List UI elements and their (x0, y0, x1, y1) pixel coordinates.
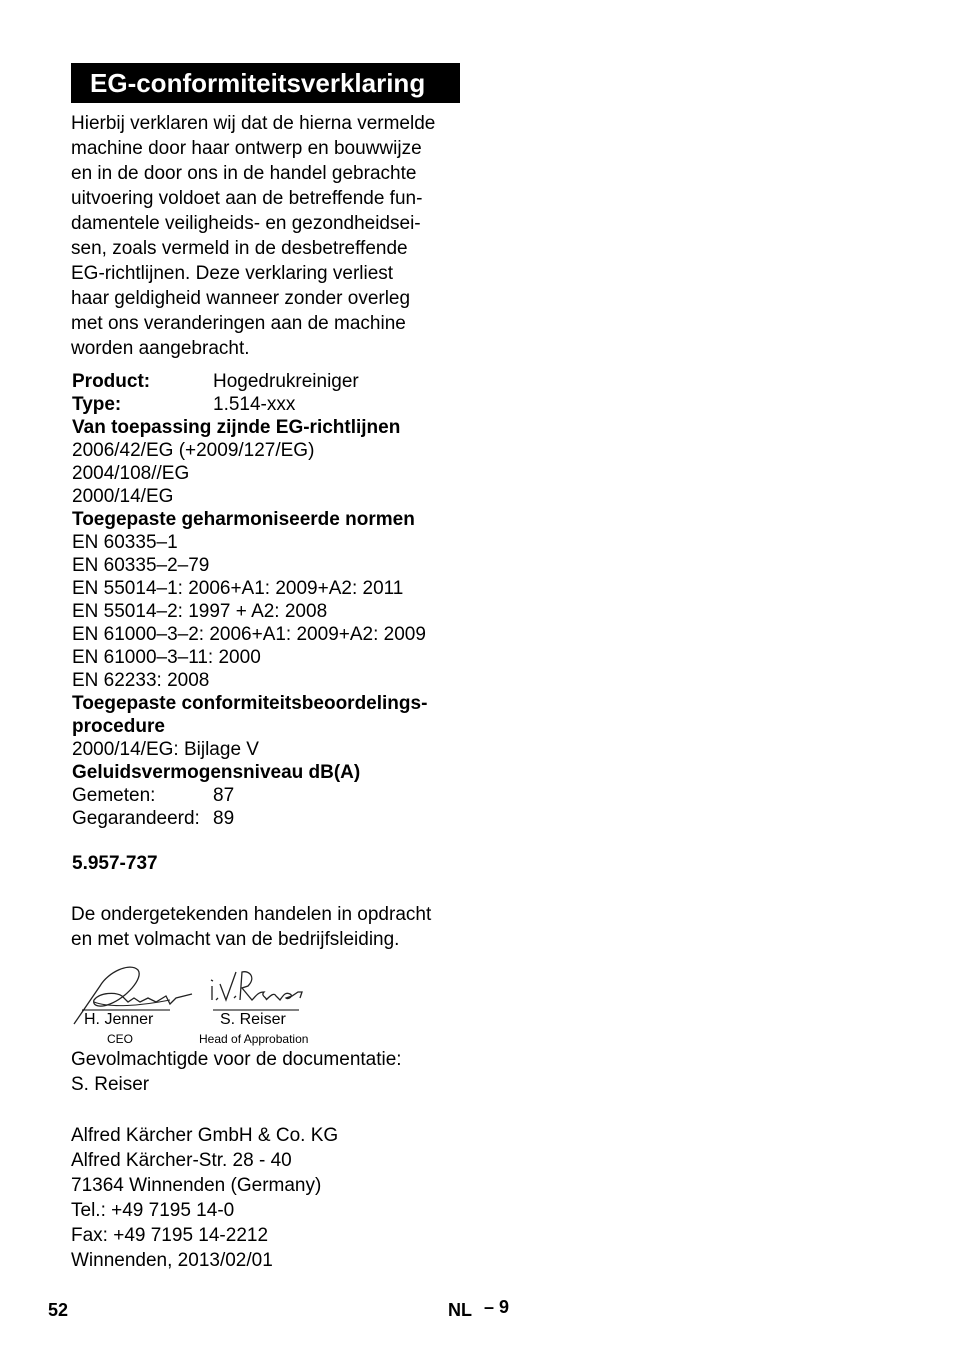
intro-line: worden aangebracht. (71, 338, 250, 359)
signatory-line: en met volmacht van de bedrijfsleiding. (71, 929, 400, 950)
guaranteed-label: Gegarandeerd: (72, 808, 200, 829)
measured-value: 87 (213, 785, 235, 806)
standard-item: EN 60335–1 (72, 532, 178, 553)
product-row (72, 370, 472, 393)
address-line: 71364 Winnenden (Germany) (71, 1175, 322, 1196)
procedure-heading-cont: procedure (72, 716, 165, 737)
intro-line: en in de door ons in de handel gebrachte (71, 163, 417, 184)
company-address (71, 1123, 338, 1273)
type-row (72, 393, 472, 416)
address-line: Tel.: +49 7195 14-0 (71, 1200, 235, 1221)
page-title: EG-conformiteitsverklaring (71, 63, 460, 103)
guaranteed-row (72, 807, 472, 830)
intro-line: damentele veiligheids- en gezondheidsei- (71, 213, 421, 234)
directive-item: 2004/108//EG (72, 463, 190, 484)
documentation-representative (71, 1047, 402, 1097)
standards-heading: Toegepaste geharmoniseerde normen (72, 509, 415, 530)
standard-item: EN 61000–3–2: 2006+A1: 2009+A2: 2009 (72, 624, 426, 645)
directives-heading: Van toepassing zijnde EG-richtlijnen (72, 417, 401, 438)
procedure-heading: Toegepaste conformiteitsbeoordelings- (72, 693, 428, 714)
procedure-value: 2000/14/EG: Bijlage V (72, 739, 259, 760)
intro-line: uitvoering voldoet aan de betreffende fun- (71, 188, 423, 209)
address-line: Winnenden, 2013/02/01 (71, 1250, 273, 1271)
intro-line: Hierbij verklaren wij dat de hierna vermelde (71, 113, 436, 134)
intro-line: EG-richtlijnen. Deze verklaring verliest (71, 263, 394, 284)
standard-item: EN 55014–2: 1997 + A2: 2008 (72, 601, 328, 622)
signature-name-reiser: S. Reiser (220, 1011, 286, 1028)
product-label: Product: (72, 371, 151, 392)
directive-item: 2006/42/EG (+2009/127/EG) (72, 440, 315, 461)
intro-line: machine door haar ontwerp en bouwwijze (71, 138, 422, 159)
doc-rep-label: Gevolmachtigde voor de documentatie: (71, 1049, 402, 1070)
signature-role-jenner: CEO (107, 1032, 134, 1046)
signature-block (70, 958, 330, 1050)
document-number: 5.957-737 (72, 853, 158, 874)
doc-rep-name: S. Reiser (71, 1074, 150, 1095)
signatory-line: De ondergetekenden handelen in opdracht (71, 904, 432, 925)
type-value: 1.514-xxx (213, 394, 296, 415)
signatory-statement (71, 902, 471, 952)
standard-item: EN 61000–3–11: 2000 (72, 647, 261, 668)
signature-role-reiser: Head of Approbation (199, 1032, 309, 1046)
product-value: Hogedrukreiniger (213, 371, 359, 392)
guaranteed-value: 89 (213, 808, 235, 829)
intro-line: haar geldigheid wanneer zonder overleg (71, 288, 411, 309)
measured-row (72, 784, 472, 807)
measured-label: Gemeten: (72, 785, 156, 806)
section-page-number: – 9 (484, 1297, 510, 1317)
type-label: Type: (72, 394, 122, 415)
address-line: Alfred Kärcher-Str. 28 - 40 (71, 1150, 292, 1171)
sound-heading: Geluidsvermogensniveau dB(A) (72, 762, 361, 783)
page-number: 52 (48, 1300, 69, 1320)
standard-item: EN 60335–2–79 (72, 555, 210, 576)
intro-paragraph (71, 111, 466, 361)
signature-name-jenner: H. Jenner (84, 1011, 154, 1028)
specifications (72, 370, 472, 830)
language-code: NL (448, 1300, 472, 1320)
address-line: Fax: +49 7195 14-2212 (71, 1225, 269, 1246)
intro-line: sen, zoals vermeld in de desbetreffende (71, 238, 408, 259)
intro-line: met ons veranderingen aan de machine (71, 313, 406, 334)
standard-item: EN 62233: 2008 (72, 670, 210, 691)
standard-item: EN 55014–1: 2006+A1: 2009+A2: 2011 (72, 578, 404, 599)
address-line: Alfred Kärcher GmbH & Co. KG (71, 1125, 339, 1146)
directive-item: 2000/14/EG (72, 486, 174, 507)
